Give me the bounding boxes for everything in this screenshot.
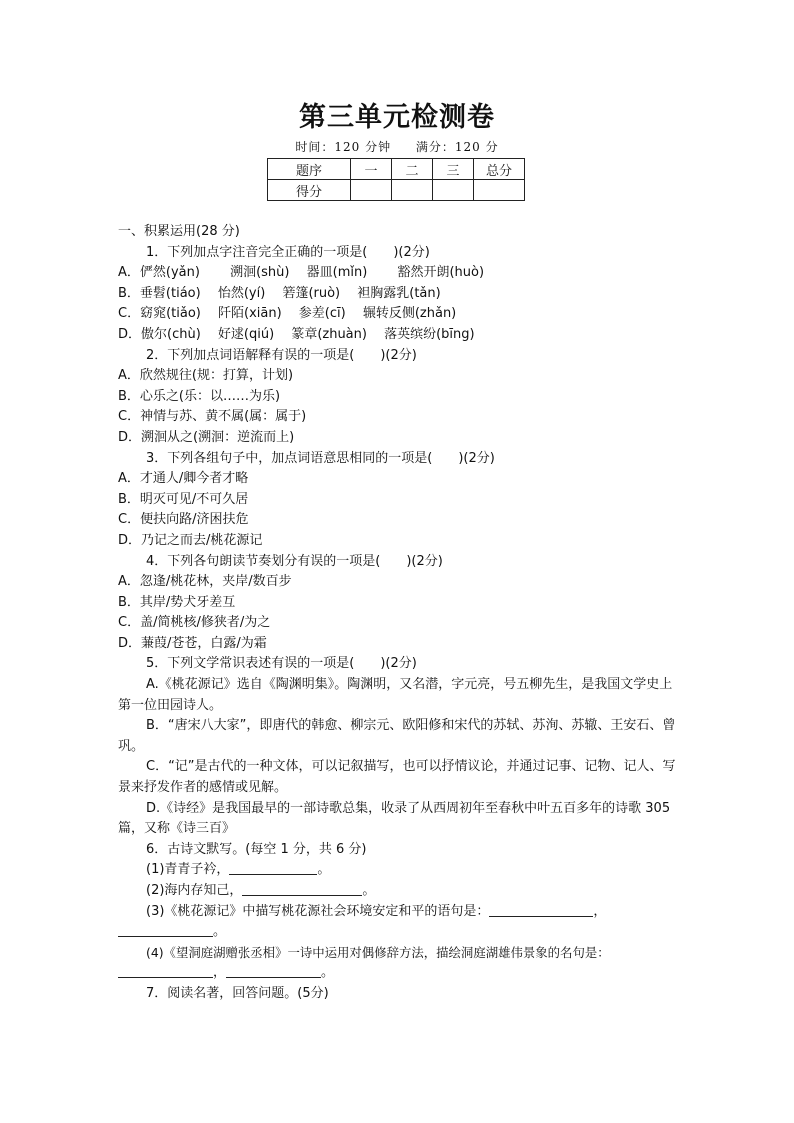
score-table-header-row [268, 159, 525, 180]
question-4-option-c: C．盖/简桃核/修狭者/为之 [118, 615, 271, 631]
option-word: D．傲尔(chù) [118, 326, 201, 342]
exam-meta [0, 138, 794, 156]
question-6-item-2 [118, 881, 678, 902]
question-4-option-a: A．忽逢/桃花林，夹岸/数百步 [118, 574, 292, 590]
question-4-option-d: D．蒹葭/苍苍，白露/为霜 [118, 635, 267, 651]
option-word: C．窈窕(tiǎo) [118, 306, 201, 322]
item-text: (1)青青子衿， [146, 862, 230, 878]
question-6-item-3-cont [118, 922, 678, 943]
page-title: 第三单元检测卷 [299, 102, 495, 133]
answer-blank[interactable] [226, 963, 321, 978]
item-text: 。 [321, 965, 335, 981]
item-text: ， [213, 965, 227, 981]
question-3-stem: 3．下列各组句子中，加点词语意思相同的一项是( )(2分) [146, 450, 495, 466]
question-3-option-b: B．明灭可见/不可久居 [118, 491, 249, 507]
question-3-option-d: D．乃记之而去/桃花源记 [118, 532, 263, 548]
item-text: 。 [317, 862, 331, 878]
question-6-item-1 [118, 860, 678, 881]
option-word: 溯洄(shù) [230, 265, 290, 281]
score-cell-empty[interactable] [433, 180, 474, 201]
score-cell-empty[interactable] [474, 180, 525, 201]
question-6-stem: 6．古诗文默写。(每空 1 分，共 6 分) [146, 841, 367, 857]
score-table-row [268, 180, 525, 201]
score-cell-empty[interactable] [392, 180, 433, 201]
item-text: 。 [213, 924, 227, 940]
question-2-option-a: A．欣然规往(规：打算，计划) [118, 368, 294, 384]
answer-blank[interactable] [242, 881, 362, 896]
score-header-cell: 二 [392, 159, 433, 180]
full-score: 满分：120 分 [415, 140, 499, 154]
question-1-option-d [118, 325, 678, 346]
item-text: 。 [362, 883, 376, 898]
item-text: (2)海内存知己， [146, 883, 243, 898]
question-5-option-b: B．“唐宋八大家”，即唐代的韩愈、柳宗元、欧阳修和宋代的苏轼、苏洵、苏辙、王安石、曾巩。 [118, 718, 676, 754]
answer-blank[interactable] [118, 963, 213, 978]
item-text: (3)《桃花源记》中描写桃花源社会环境安定和平的语句是： [146, 903, 490, 919]
question-4-option-b: B．其岸/势犬牙差互 [118, 594, 236, 610]
question-3-option-a: A．才通人/卿今者才略 [118, 471, 249, 487]
question-1-stem: 1．下列加点字注音完全正确的一项是( )(2分) [146, 244, 430, 260]
question-6-item-4: (4)《望洞庭湖赠张丞相》一诗中运用对偶修辞方法，描绘洞庭湖雄伟景象的名句是： [146, 944, 610, 960]
option-word: 篆章(zhuàn) [291, 326, 367, 342]
score-row-label: 得分 [268, 180, 351, 201]
option-word: 辗转反侧(zhǎn) [362, 306, 457, 322]
option-word: A．俨然(yǎn) [118, 265, 200, 281]
option-word: 阡陌(xiān) [218, 306, 282, 322]
question-body [118, 222, 678, 1005]
score-header-cell: 三 [433, 159, 474, 180]
score-header-cell: 一 [351, 159, 392, 180]
question-5-option-c: C．“记”是古代的一种文体，可以记叙描写，也可以抒情议论，并通过记事、记物、记人、写景来抒发作者的感情或见解。 [118, 759, 676, 796]
item-text: ， [593, 903, 607, 919]
option-word: 袒胸露乳(tǎn) [357, 285, 441, 301]
question-3-option-c: C．便扶向路/济困扶危 [118, 512, 249, 528]
option-word: 怡然(yí) [217, 285, 266, 301]
time-limit: 时间：120 分钟 [295, 140, 392, 154]
score-header-cell: 总分 [474, 159, 525, 180]
option-word: 豁然开朗(huò) [397, 265, 485, 281]
option-word: 器皿(mǐn) [306, 265, 368, 281]
question-2-option-d: D．溯洄从之(溯洄：逆流而上) [118, 429, 295, 445]
option-word: 参差(cī) [298, 306, 346, 322]
question-2-option-c: C．神情与苏、黄不属(属：属于) [118, 409, 307, 425]
question-2-option-b: B．心乐之(乐：以……为乐) [118, 388, 281, 404]
question-2-stem: 2．下列加点词语解释有误的一项是( )(2分) [146, 347, 417, 363]
answer-blank[interactable] [489, 902, 593, 917]
option-word: B．垂髫(tiáo) [118, 285, 201, 301]
question-5-stem: 5．下列文学常识表述有误的一项是( )(2分) [146, 656, 417, 672]
section-heading: 一、积累运用(28 分) [118, 224, 240, 239]
question-5-option-a: A.《桃花源记》选自《陶渊明集》。陶渊明，又名潜，字元亮，号五柳先生，是我国文学史上第一位田园诗人。 [118, 677, 673, 713]
question-7-stem: 7．阅读名著，回答问题。(5分) [146, 985, 329, 1001]
score-header-cell: 题序 [268, 159, 351, 180]
score-table [267, 158, 525, 201]
answer-blank[interactable] [229, 860, 317, 875]
question-6-item-4-cont [118, 963, 678, 984]
question-4-stem: 4．下列各句朗读节奏划分有误的一项是( )(2分) [146, 553, 443, 569]
option-word: 落英缤纷(bīng) [384, 326, 475, 342]
question-6-item-3 [118, 902, 678, 923]
question-1-option-b [118, 284, 678, 305]
score-cell-empty[interactable] [351, 180, 392, 201]
question-5-option-d: D.《诗经》是我国最早的一部诗歌总集，收录了从西周初年至春秋中叶五百多年的诗歌 305 篇，又称《诗三百》 [118, 800, 671, 837]
option-word: 好逑(qiú) [217, 326, 275, 342]
question-1-option-a [118, 263, 678, 284]
option-word: 箬篷(ruò) [282, 285, 341, 301]
answer-blank[interactable] [118, 922, 213, 937]
question-1-option-c [118, 304, 678, 325]
